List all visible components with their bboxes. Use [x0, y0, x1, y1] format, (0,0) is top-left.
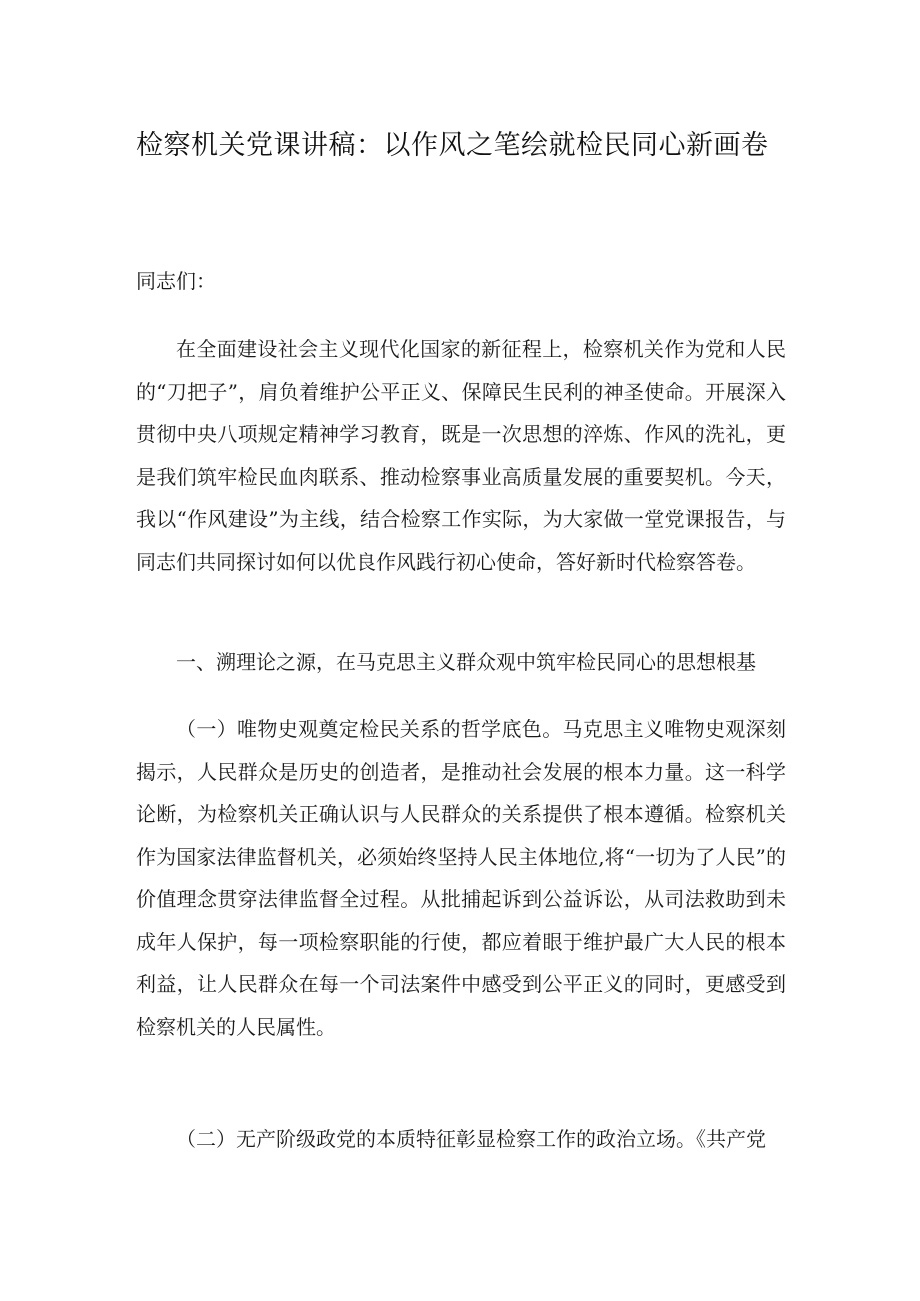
- paragraph-subsection-1: （一）唯物史观奠定检民关系的哲学底色。马克思主义唯物史观深刻揭示，人民群众是历史的创造者，是推动社会发展的根本力量。这一科学论断，为检察机关正确认识与人民群众的关系提供了根本遵循。检察机关作为国家法律监督机关，必须始终坚持人民主体地位,将“一切为了人民”的价值理念贯穿法律监督全过程。从批捕起诉到公益诉讼，从司法救助到未成年人保护，每一项检察职能的行使，都应着眼于维护最广大人民的根本利益，让人民群众在每一个司法案件中感受到公平正义的同时，更感受到检察机关的人民属性。: [136, 717, 786, 1039]
- paragraph-intro: 在全面建设社会主义现代化国家的新征程上，检察机关作为党和人民的“刀把子”，肩负着维护公平正义、保障民生民利的神圣使命。开展深入贯彻中央八项规定精神学习教育，既是一次思想的淬炼、作风的洗礼，更是我们筑牢检民血肉联系、推动检察事业高质量发展的重要契机。今天，我以“作风建设”为主线，结合检察工作实际，为大家做一堂党课报告，与同志们共同探讨如何以优良作风践行初心使命，答好新时代检察答卷。: [136, 337, 786, 574]
- document-title: 检察机关党课讲稿：以作风之笔绘就检民同心新画卷: [136, 130, 769, 161]
- paragraph-subsection-2: （二）无产阶级政党的本质特征彰显检察工作的政治立场。《共产党: [176, 1127, 766, 1151]
- salutation: 同志们：: [136, 269, 216, 293]
- section-heading-1: 一、溯理论之源，在马克思主义群众观中筑牢检民同心的思想根基: [176, 650, 756, 674]
